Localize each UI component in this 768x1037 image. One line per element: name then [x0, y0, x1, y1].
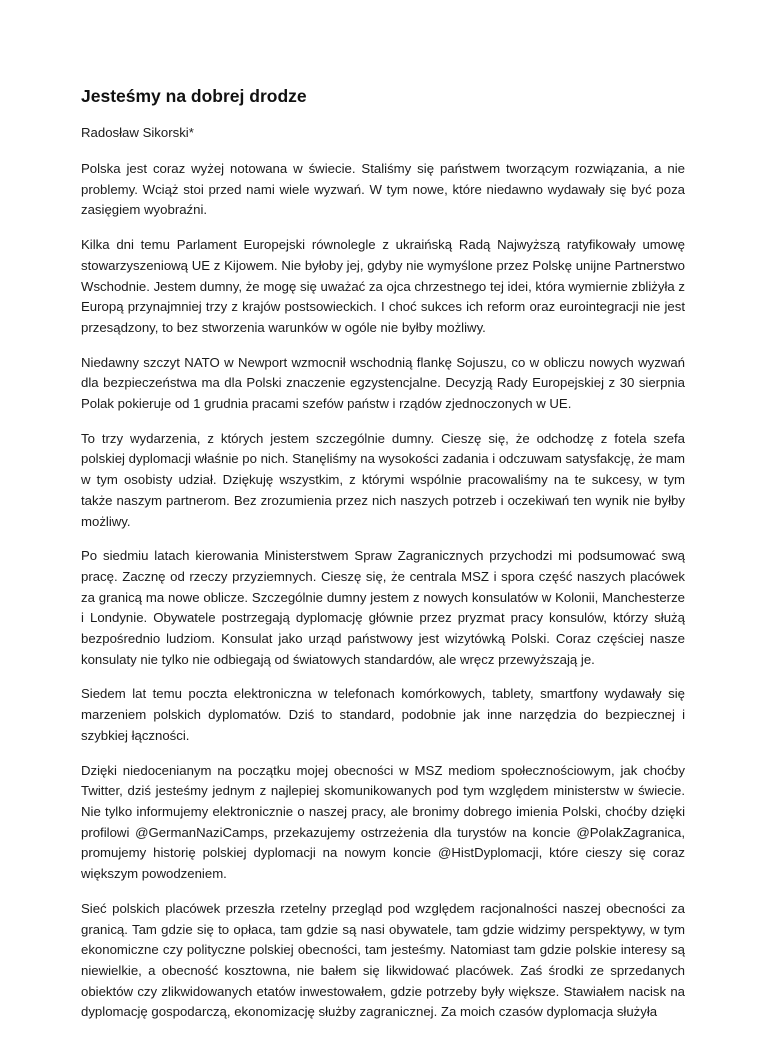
author-line: Radosław Sikorski* [81, 125, 194, 140]
paragraph-3: Niedawny szczyt NATO w Newport wzmocnił wschodnią flankę Sojuszu, co w obliczu nowych wyzwań dla bezpieczeństwa ma dla Polski znaczenie egzystencjalne. Decyzją Rady Europejskiej z 30 sierpnia Polak pokieruje od 1 grudnia pracami szefów państw i rządów zjednoczonych w UE. [81, 354, 685, 412]
paragraph-8: Sieć polskich placówek przeszła rzetelny przegląd pod względem racjonalności naszej obecności za granicą. Tam gdzie się to opłaca, tam gdzie są nasi obywatele, tam gdzie widzimy perspektywy, w tym ekonomiczne czy polityczne polskiej obecności, tam jesteśmy. Natomiast tam gdzie polskie interesy są niewielkie, a obecność kosztowna, nie bałem się likwidować placówek. Zaś środki ze sprzedanych obiektów czy zlikwidowanych etatów inwestowałem, gdzie potrzeby były większe. Stawiałem nacisk na dyplomację gospodarczą, ekonomizację służby zagranicznej. Za moich czasów dyplomacja służyła [81, 900, 685, 1020]
paragraph-4: To trzy wydarzenia, z których jestem szczególnie dumny. Cieszę się, że odchodzę z fotela szefa polskiej dyplomacji właśnie po nich. Stanęliśmy na wysokości zadania i odczuwam satysfakcję, że mam w tym osobisty udział. Dziękuję wszystkim, z którymi wspólnie pracowaliśmy na te sukcesy, w tym także naszym partnerom. Bez zrozumienia przez nich naszych potrzeb i oczekiwań ten wynik nie byłby możliwy. [81, 430, 685, 529]
document-body [81, 84, 685, 1037]
paragraph-6: Siedem lat temu poczta elektroniczna w telefonach komórkowych, tablety, smartfony wydawały się marzeniem polskich dyplomatów. Dziś to standard, podobnie jak inne narzędzia do bezpiecznej i szybkiej łączności. [81, 686, 685, 743]
page-title: Jesteśmy na dobrej drodze [81, 86, 307, 106]
paragraph-1: Polska jest coraz wyżej notowana w świecie. Staliśmy się państwem tworzącym rozwiązania, a nie problemy. Wciąż stoi przed nami wiele wyzwań. W tym nowe, które niedawno wydawały się być poza zasięgiem wyobraźni. [81, 161, 685, 218]
paragraph-2: Kilka dni temu Parlament Europejski równolegle z ukraińską Radą Najwyższą ratyfikowały umowę stowarzyszeniową UE z Kijowem. Nie byłoby jej, gdyby nie wymyślone przez Polskę unijne Partnerstwo Wschodnie. Jestem dumny, że mogę się uważać za ojca chrzestnego tej idei, która wymiernie zbliżyła z Europą przynajmniej trzy z krajów postsowieckich. I choć sukces ich reform oraz eurointegracji nie jest przesądzony, to bez stworzenia warunków w ogóle nie byłby możliwy. [81, 237, 685, 335]
paragraph-5: Po siedmiu latach kierowania Ministerstwem Spraw Zagranicznych przychodzi mi podsumować swą pracę. Zacznę od rzeczy przyziemnych. Cieszę się, że centrala MSZ i spora część naszych placówek za granicą ma nowe oblicze. Szczególnie dumny jestem z nowych konsulatów w Kolonii, Manchesterze i Londynie. Obywatele postrzegają dyplomację głównie przez pryzmat pracy konsulów, którzy służą bezpośrednio ludziom. Konsulat jako urząd państwowy jest wizytówką Polski. Coraz częściej nasze konsulaty nie tylko nie odbiegają od światowych standardów, ale wręcz przewyższają je. [81, 548, 685, 667]
paragraph-7: Dzięki niedocenianym na początku mojej obecności w MSZ mediom społecznościowym, jak choćby Twitter, dziś jesteśmy jednym z najlepiej skomunikowanych pod tym względem ministerstw w świecie. Nie tylko informujemy elektronicznie o naszej pracy, ale bronimy dobrego imienia Polski, choćby dzięki profilowi @GermanNaziCamps, przekazujemy ostrzeżenia dla turystów na koncie @PolakZagranica, promujemy historię polskiej dyplomacji na nowym koncie @HistDyplomacji, które cieszy się coraz większym powodzeniem. [81, 762, 685, 882]
